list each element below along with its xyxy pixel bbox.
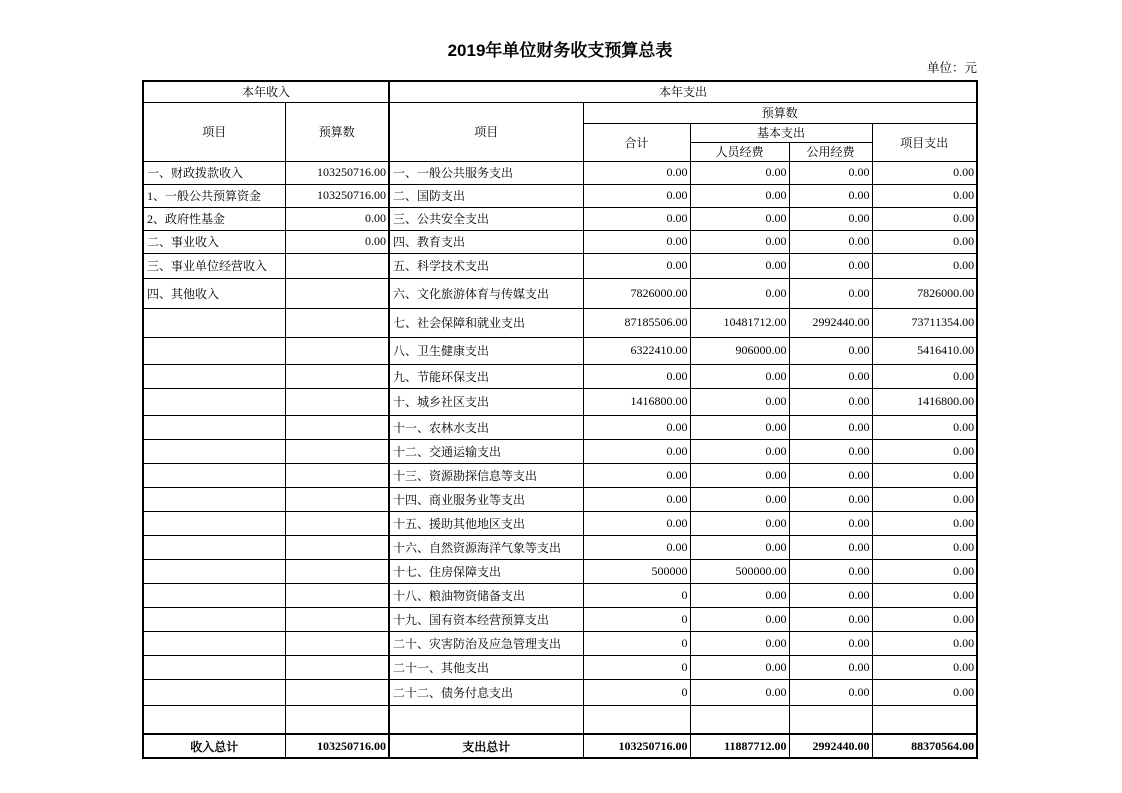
income-budget-cell	[285, 388, 389, 415]
public-cell: 0.00	[789, 253, 872, 278]
expense-total-cell: 0	[583, 607, 690, 631]
income-budget-cell	[285, 253, 389, 278]
income-item-cell	[143, 583, 285, 607]
expense-item-cell: 十五、援助其他地区支出	[389, 511, 583, 535]
personnel-cell: 0.00	[690, 487, 789, 511]
project-cell: 0.00	[872, 679, 977, 705]
expense-item-cell	[389, 705, 583, 734]
personnel-cell: 500000.00	[690, 559, 789, 583]
expense-total-cell: 0.00	[583, 230, 690, 253]
income-budget-cell	[285, 679, 389, 705]
personnel-cell: 0.00	[690, 511, 789, 535]
project-cell: 0.00	[872, 230, 977, 253]
table-row	[143, 487, 977, 511]
table-row	[143, 207, 977, 230]
expense-total-cell: 0.00	[583, 535, 690, 559]
income-item-cell: 四、其他收入	[143, 278, 285, 308]
income-item-cell	[143, 607, 285, 631]
income-item-cell	[143, 388, 285, 415]
project-cell: 0.00	[872, 607, 977, 631]
table-row	[143, 607, 977, 631]
table-row	[143, 463, 977, 487]
personnel-cell: 0.00	[690, 207, 789, 230]
public-cell: 0.00	[789, 337, 872, 364]
personnel-cell	[690, 705, 789, 734]
page-title: 2019年单位财务收支预算总表	[447, 41, 673, 60]
project-cell: 0.00	[872, 253, 977, 278]
expense-total-cell: 0.00	[583, 253, 690, 278]
personnel-cell: 0.00	[690, 655, 789, 679]
table-row	[143, 364, 977, 388]
personnel-cell: 0.00	[690, 253, 789, 278]
table-row	[143, 559, 977, 583]
income-item-cell	[143, 439, 285, 463]
income-budget-cell	[285, 487, 389, 511]
project-cell: 73711354.00	[872, 308, 977, 337]
table-row	[143, 308, 977, 337]
expense-item-cell: 三、公共安全支出	[389, 207, 583, 230]
income-item-cell	[143, 308, 285, 337]
income-item-cell	[143, 631, 285, 655]
table-row	[143, 230, 977, 253]
table-row-empty	[143, 705, 977, 734]
personnel-cell: 0.00	[690, 463, 789, 487]
income-item-cell	[143, 655, 285, 679]
expense-item-cell: 十一、农林水支出	[389, 415, 583, 439]
expense-total-cell: 0	[583, 679, 690, 705]
expense-total-cell: 87185506.00	[583, 308, 690, 337]
personnel-cell: 0.00	[690, 161, 789, 184]
expense-item-cell: 七、社会保障和就业支出	[389, 308, 583, 337]
income-budget-cell: 0.00	[285, 207, 389, 230]
income-item-cell: 一、财政拨款收入	[143, 161, 285, 184]
income-budget-cell: 103250716.00	[285, 161, 389, 184]
personnel-cell: 0.00	[690, 388, 789, 415]
project-cell: 0.00	[872, 631, 977, 655]
header-project-expense: 项目支出	[872, 123, 977, 161]
expense-item-cell: 九、节能环保支出	[389, 364, 583, 388]
income-item-cell	[143, 679, 285, 705]
header-income-section: 本年收入	[143, 81, 389, 102]
expense-total-cell: 0.00	[583, 439, 690, 463]
unit-note: 单位：元	[926, 61, 977, 75]
header-personnel-funds: 人员经费	[690, 142, 789, 161]
expense-total-cell: 0.00	[583, 415, 690, 439]
table-row	[143, 161, 977, 184]
income-budget-cell	[285, 439, 389, 463]
header-income-budget: 预算数	[285, 102, 389, 161]
project-cell: 0.00	[872, 439, 977, 463]
public-cell: 0.00	[789, 364, 872, 388]
expense-item-cell: 二、国防支出	[389, 184, 583, 207]
income-budget-cell	[285, 631, 389, 655]
table-row	[143, 184, 977, 207]
expense-item-cell: 四、教育支出	[389, 230, 583, 253]
public-cell: 0.00	[789, 511, 872, 535]
personnel-cell: 0.00	[690, 583, 789, 607]
expense-item-cell: 二十、灾害防治及应急管理支出	[389, 631, 583, 655]
header-income-item: 项目	[143, 102, 285, 161]
income-budget-cell: 103250716.00	[285, 184, 389, 207]
public-cell: 0.00	[789, 607, 872, 631]
expense-total-cell: 0.00	[583, 463, 690, 487]
public-cell: 0.00	[789, 184, 872, 207]
project-cell	[872, 705, 977, 734]
expense-item-cell: 五、科学技术支出	[389, 253, 583, 278]
public-cell: 0.00	[789, 631, 872, 655]
income-budget-cell	[285, 559, 389, 583]
personnel-cell: 0.00	[690, 278, 789, 308]
personnel-cell: 0.00	[690, 364, 789, 388]
table-row	[143, 388, 977, 415]
public-cell: 0.00	[789, 207, 872, 230]
income-item-cell	[143, 535, 285, 559]
header-expense-total: 合计	[583, 123, 690, 161]
project-cell: 0.00	[872, 415, 977, 439]
income-budget-cell	[285, 364, 389, 388]
expense-item-cell: 十七、住房保障支出	[389, 559, 583, 583]
header-budget-row	[143, 102, 977, 123]
income-item-cell	[143, 463, 285, 487]
project-cell: 0.00	[872, 364, 977, 388]
personnel-total-value: 11887712.00	[690, 734, 789, 758]
income-item-cell	[143, 559, 285, 583]
personnel-cell: 0.00	[690, 415, 789, 439]
income-budget-cell	[285, 308, 389, 337]
public-cell: 0.00	[789, 230, 872, 253]
expense-item-cell: 二十二、债务付息支出	[389, 679, 583, 705]
personnel-cell: 0.00	[690, 535, 789, 559]
public-cell: 0.00	[789, 487, 872, 511]
expense-total-cell	[583, 705, 690, 734]
income-item-cell	[143, 511, 285, 535]
totals-row	[143, 734, 977, 758]
income-item-cell	[143, 705, 285, 734]
public-cell: 0.00	[789, 439, 872, 463]
expense-item-cell: 十九、国有资本经营预算支出	[389, 607, 583, 631]
table-row	[143, 535, 977, 559]
header-public-funds: 公用经费	[789, 142, 872, 161]
table-row	[143, 583, 977, 607]
expense-item-cell: 十三、资源勘探信息等支出	[389, 463, 583, 487]
income-item-cell	[143, 415, 285, 439]
public-cell: 2992440.00	[789, 308, 872, 337]
expense-total-cell: 0	[583, 583, 690, 607]
project-cell: 1416800.00	[872, 388, 977, 415]
personnel-cell: 0.00	[690, 184, 789, 207]
table-row	[143, 631, 977, 655]
header-basic-group: 基本支出	[690, 123, 872, 142]
personnel-cell: 0.00	[690, 631, 789, 655]
expense-item-cell: 十六、自然资源海洋气象等支出	[389, 535, 583, 559]
expense-total-value: 103250716.00	[583, 734, 690, 758]
income-budget-cell	[285, 278, 389, 308]
budget-table	[142, 80, 978, 759]
personnel-cell: 906000.00	[690, 337, 789, 364]
income-item-cell: 2、政府性基金	[143, 207, 285, 230]
expense-item-cell: 八、卫生健康支出	[389, 337, 583, 364]
income-item-cell: 二、事业收入	[143, 230, 285, 253]
income-budget-cell	[285, 511, 389, 535]
table-row	[143, 439, 977, 463]
expense-total-cell: 0	[583, 655, 690, 679]
table-row	[143, 415, 977, 439]
personnel-cell: 0.00	[690, 607, 789, 631]
header-expense-item: 项目	[389, 102, 583, 161]
income-item-cell	[143, 487, 285, 511]
expense-total-cell: 1416800.00	[583, 388, 690, 415]
table-row	[143, 655, 977, 679]
expense-item-cell: 十二、交通运输支出	[389, 439, 583, 463]
expense-item-cell: 十、城乡社区支出	[389, 388, 583, 415]
public-cell: 0.00	[789, 655, 872, 679]
expense-total-cell: 0.00	[583, 364, 690, 388]
income-budget-cell	[285, 655, 389, 679]
expense-total-label: 支出总计	[389, 734, 583, 758]
table-row	[143, 511, 977, 535]
expense-total-cell: 0.00	[583, 161, 690, 184]
public-total-value: 2992440.00	[789, 734, 872, 758]
income-total-value: 103250716.00	[285, 734, 389, 758]
personnel-cell: 0.00	[690, 679, 789, 705]
expense-total-cell: 0.00	[583, 207, 690, 230]
income-budget-cell	[285, 535, 389, 559]
project-cell: 0.00	[872, 583, 977, 607]
income-item-cell	[143, 364, 285, 388]
project-cell: 0.00	[872, 161, 977, 184]
income-budget-cell: 0.00	[285, 230, 389, 253]
personnel-cell: 0.00	[690, 439, 789, 463]
project-cell: 0.00	[872, 487, 977, 511]
personnel-cell: 0.00	[690, 230, 789, 253]
project-cell: 0.00	[872, 655, 977, 679]
expense-total-cell: 500000	[583, 559, 690, 583]
project-cell: 0.00	[872, 511, 977, 535]
public-cell: 0.00	[789, 388, 872, 415]
expense-total-cell: 0	[583, 631, 690, 655]
table-row	[143, 337, 977, 364]
income-budget-cell	[285, 463, 389, 487]
expense-item-cell: 十八、粮油物资储备支出	[389, 583, 583, 607]
project-cell: 0.00	[872, 463, 977, 487]
public-cell: 0.00	[789, 583, 872, 607]
public-cell	[789, 705, 872, 734]
income-budget-cell	[285, 337, 389, 364]
expense-total-cell: 7826000.00	[583, 278, 690, 308]
personnel-cell: 10481712.00	[690, 308, 789, 337]
expense-total-cell: 0.00	[583, 487, 690, 511]
income-budget-cell	[285, 705, 389, 734]
header-section-row	[143, 81, 977, 102]
income-item-cell: 三、事业单位经营收入	[143, 253, 285, 278]
project-total-value: 88370564.00	[872, 734, 977, 758]
public-cell: 0.00	[789, 535, 872, 559]
header-expense-section: 本年支出	[389, 81, 977, 102]
expense-item-cell: 二十一、其他支出	[389, 655, 583, 679]
expense-total-cell: 0.00	[583, 184, 690, 207]
public-cell: 0.00	[789, 463, 872, 487]
public-cell: 0.00	[789, 161, 872, 184]
income-total-label: 收入总计	[143, 734, 285, 758]
table-row	[143, 253, 977, 278]
income-item-cell	[143, 337, 285, 364]
project-cell: 0.00	[872, 184, 977, 207]
header-expense-budget-group: 预算数	[583, 102, 977, 123]
table-row	[143, 278, 977, 308]
expense-item-cell: 十四、商业服务业等支出	[389, 487, 583, 511]
expense-item-cell: 一、一般公共服务支出	[389, 161, 583, 184]
project-cell: 0.00	[872, 535, 977, 559]
public-cell: 0.00	[789, 679, 872, 705]
expense-total-cell: 0.00	[583, 511, 690, 535]
project-cell: 0.00	[872, 207, 977, 230]
table-row	[143, 679, 977, 705]
public-cell: 0.00	[789, 278, 872, 308]
income-budget-cell	[285, 583, 389, 607]
expense-item-cell: 六、文化旅游体育与传媒支出	[389, 278, 583, 308]
expense-total-cell: 6322410.00	[583, 337, 690, 364]
income-budget-cell	[285, 607, 389, 631]
project-cell: 0.00	[872, 559, 977, 583]
income-item-cell: 1、一般公共预算资金	[143, 184, 285, 207]
public-cell: 0.00	[789, 415, 872, 439]
public-cell: 0.00	[789, 559, 872, 583]
project-cell: 7826000.00	[872, 278, 977, 308]
project-cell: 5416410.00	[872, 337, 977, 364]
income-budget-cell	[285, 415, 389, 439]
